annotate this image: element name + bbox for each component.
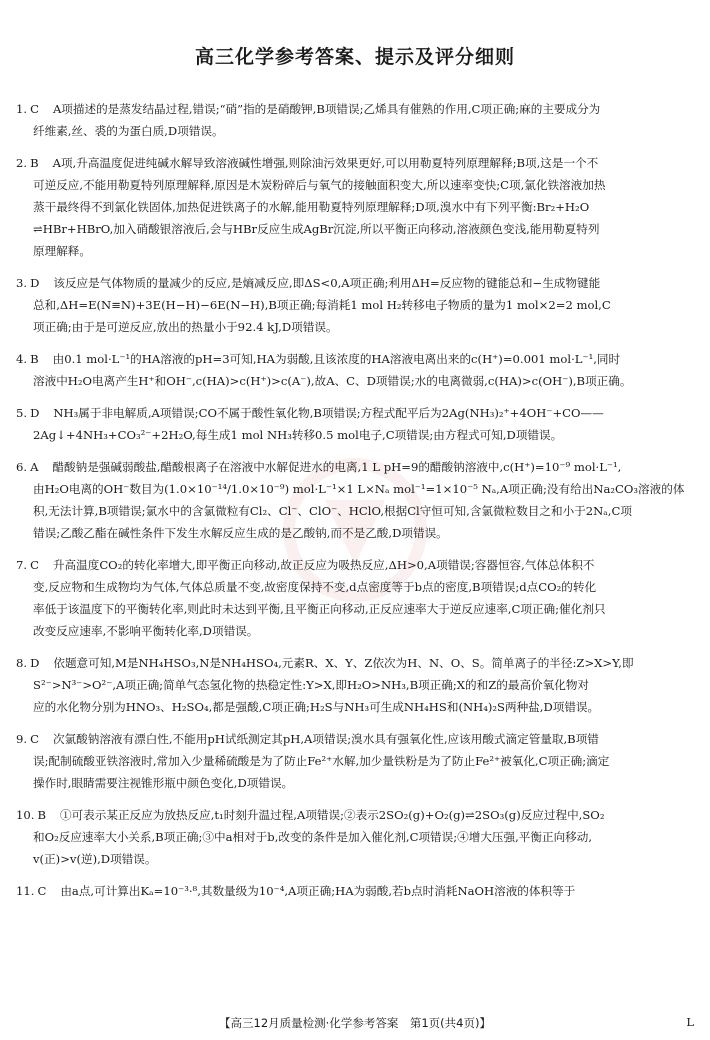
answer-continuation-line [16, 240, 696, 262]
answer-continuation-line [16, 598, 696, 620]
answer-continuation-line [16, 174, 696, 196]
answer-letter: B [37, 808, 46, 822]
answer-item [16, 804, 696, 870]
answer-item [16, 728, 696, 794]
answer-first-line [16, 804, 696, 826]
explanation-text: 由0.1 mol·L⁻¹的HA溶液的pH=3可知,HA为弱酸,且该浓度的HA溶液电离出来的c(H⁺)=0.001 mol·L⁻¹,同时 [52, 352, 621, 366]
answer-first-line [16, 880, 696, 902]
answer-letter: C [30, 558, 39, 572]
explanation-text: 应的水化物分别为HNO₃、H₂SO₄,都是强酸,C项正确;H₂S与NH₃可生成NH₄HS和(NH₄)₂S两种盐,D项错误。 [33, 700, 600, 714]
answer-first-line [16, 272, 696, 294]
answer-continuation-line [16, 370, 696, 392]
explanation-text: 溶液中H₂O电离产生H⁺和OH⁻,c(HA)>c(H⁺)>c(A⁻),故A、C、D项错误;水的电离微弱,c(HA)>c(OH⁻),B项正确。 [33, 374, 632, 388]
explanation-text: A项描述的是蒸发结晶过程,错误;“硝”指的是硝酸钾,B项错误;乙烯具有催熟的作用,C项正确;麻的主要成分为 [52, 102, 601, 116]
explanation-text: 次氯酸钠溶液有漂白性,不能用pH试纸测定其pH,A项错误;溴水具有强氧化性,应该用酸式滴定管量取,B项错 [52, 732, 599, 746]
question-number: 3. [16, 276, 28, 290]
explanation-text: ①可表示某正反应为放热反应,t₁时刻升温过程,A项错误;②表示2SO₂(g)+O₂(g)⇌2SO₃(g)反应过程中,SO₂ [59, 808, 605, 822]
question-number: 7. [16, 558, 28, 572]
answer-continuation-line [16, 294, 696, 316]
answer-continuation-line [16, 218, 696, 240]
explanation-text: 蒸干最终得不到氯化铁固体,加热促进铁离子的水解,能用勒夏特列原理解释;D项,溴水中有下列平衡:Br₂+H₂O [33, 200, 590, 214]
answer-continuation-line [16, 696, 696, 718]
explanation-text: 可逆反应,不能用勒夏特列原理解释,原因是木炭粉碎后与氧气的接触面积变大,所以速率变快;C项,氯化铁溶液加热 [33, 178, 606, 192]
answer-first-line [16, 728, 696, 750]
explanation-text: 该反应是气体物质的量减少的反应,是熵减反应,即ΔS<0,A项正确;利用ΔH=反应物的键能总和−生成物键能 [53, 276, 601, 290]
explanation-text: v(正)>v(逆),D项错误。 [33, 852, 157, 866]
answer-continuation-line [16, 478, 696, 500]
answer-continuation-line [16, 772, 696, 794]
explanation-text: 由H₂O电离的OH⁻数目为(1.0×10⁻¹⁴/1.0×10⁻⁹) mol·L⁻¹×1 L×Nₐ mol⁻¹=1×10⁻⁵ Nₐ,A项正确;没有给出Na₂CO₃溶液的体 [33, 482, 685, 496]
question-number: 9. [16, 732, 28, 746]
answer-continuation-line [16, 120, 696, 142]
answer-item [16, 456, 696, 544]
explanation-text: 纤维素,丝、裘的为蛋白质,D项错误。 [33, 124, 224, 138]
explanation-text: 原理解释。 [33, 244, 91, 258]
page-title: 高三化学参考答案、提示及评分细则 [194, 46, 515, 68]
explanation-text: 改变反应速率,不影响平衡转化率,D项错误。 [33, 624, 259, 638]
explanation-text: ⇌HBr+HBrO,加入硝酸银溶液后,会与HBr反应生成AgBr沉淀,所以平衡正向移动,溶液颜色变浅,能用勒夏特列 [33, 222, 600, 236]
answer-first-line [16, 402, 696, 424]
answer-letter: B [30, 156, 39, 170]
explanation-text: 误;配制硫酸亚铁溶液时,常加入少量稀硫酸是为了防止Fe²⁺水解,加少量铁粉是为了防止Fe²⁺被氧化,C项正确;滴定 [33, 754, 610, 768]
page-footer: 【高三12月质量检测·化学参考答案 第1页(共4页)】 [219, 1016, 491, 1030]
answer-item [16, 880, 696, 902]
answer-letter: A [30, 460, 39, 474]
explanation-text: S²⁻>N³⁻>O²⁻,A项正确;简单气态氢化物的热稳定性:Y>X,即H₂O>NH₃,B项正确;X的和Z的最高价氧化物对 [33, 678, 590, 692]
explanation-text: 错误;乙酸乙酯在碱性条件下发生水解反应生成的是乙酸钠,而不是乙酸,D项错误。 [33, 526, 448, 540]
answer-letter: C [37, 884, 47, 898]
answer-first-line [16, 348, 696, 370]
answer-continuation-line [16, 196, 696, 218]
question-number: 4. [16, 352, 28, 366]
explanation-text: 升高温度CO₂的转化率增大,即平衡正向移动,故正反应为吸热反应,ΔH>0,A项错误;容器恒容,气体总体积不 [52, 558, 595, 572]
answer-item [16, 652, 696, 718]
question-number: 5. [16, 406, 28, 420]
explanation-text: 项正确;由于是可逆反应,放出的热量小于92.4 kJ,D项错误。 [33, 320, 338, 334]
explanation-text: 依题意可知,M是NH₄HSO₃,N是NH₄HSO₄,元素R、X、Y、Z依次为H、N、O、S。简单离子的半径:Z>X>Y,即 [53, 656, 634, 670]
explanation-text: 醋酸钠是强碱弱酸盐,醋酸根离子在溶液中水解促进水的电离,1 L pH=9的醋酸钠溶液中,c(H⁺)=10⁻⁹ mol·L⁻¹, [52, 460, 622, 474]
explanation-text: 2Ag↓+4NH₃+CO₃²⁻+2H₂O,每生成1 mol NH₃转移0.5 mol电子,C项错误;由方程式可知,D项错误。 [33, 428, 563, 442]
answer-continuation-line [16, 826, 696, 848]
answer-continuation-line [16, 500, 696, 522]
question-number: 1. [16, 102, 28, 116]
answer-letter: B [30, 352, 39, 366]
answer-first-line [16, 554, 696, 576]
answer-first-line [16, 152, 696, 174]
question-number: 2. [16, 156, 28, 170]
explanation-text: NH₃属于非电解质,A项错误;CO不属于酸性氧化物,B项错误;方程式配平后为2Ag(NH₃)₂⁺+4OH⁻+CO—— [53, 406, 604, 420]
answer-item [16, 98, 696, 142]
answer-letter: D [30, 406, 40, 420]
answer-continuation-line [16, 674, 696, 696]
answer-item [16, 348, 696, 392]
answer-first-line [16, 652, 696, 674]
explanation-text: 积,无法计算,B项错误;氯水中的含氯微粒有Cl₂、Cl⁻、ClO⁻、HClO,根据Cl守恒可知,含氯微粒数目之和小于2Nₐ,C项 [33, 504, 632, 518]
answer-letter: C [30, 732, 39, 746]
answer-first-line [16, 456, 696, 478]
answer-continuation-line [16, 620, 696, 642]
answer-continuation-line [16, 424, 696, 446]
answer-letter: D [30, 656, 40, 670]
answer-list [16, 98, 696, 912]
answer-continuation-line [16, 522, 696, 544]
question-number: 8. [16, 656, 28, 670]
footer-code: L [686, 1015, 694, 1029]
explanation-text: A项,升高温度促进纯碱水解导致溶液碱性增强,则除油污效果更好,可以用勒夏特列原理解释;B项,这是一个不 [52, 156, 599, 170]
answer-continuation-line [16, 848, 696, 870]
explanation-text: 总和,ΔH=E(N≡N)+3E(H−H)−6E(N−H),B项正确;每消耗1 mol H₂转移电子物质的量为1 mol×2=2 mol,C [33, 298, 611, 312]
answer-first-line [16, 98, 696, 120]
question-number: 11. [16, 884, 35, 898]
answer-letter: D [30, 276, 40, 290]
explanation-text: 率低于该温度下的平衡转化率,则此时未达到平衡,且平衡正向移动,正反应速率大于逆反应速率,C项正确;催化剂只 [33, 602, 606, 616]
answer-item [16, 554, 696, 642]
answer-item [16, 272, 696, 338]
answer-item [16, 402, 696, 446]
answer-item [16, 152, 696, 262]
question-number: 10. [16, 808, 35, 822]
answer-letter: C [30, 102, 39, 116]
answer-continuation-line [16, 316, 696, 338]
explanation-text: 变,反应物和生成物均为气体,气体总质量不变,故密度保持不变,d点密度等于b点的密度,B项错误;d点CO₂的转化 [33, 580, 597, 594]
explanation-text: 操作时,眼睛需要注视锥形瓶中颜色变化,D项错误。 [33, 776, 294, 790]
answer-continuation-line [16, 750, 696, 772]
explanation-text: 由a点,可计算出Kₐ=10⁻³·⁸,其数量级为10⁻⁴,A项正确;HA为弱酸,若b点时消耗NaOH溶液的体积等于 [60, 884, 576, 898]
question-number: 6. [16, 460, 28, 474]
answer-continuation-line [16, 576, 696, 598]
explanation-text: 和O₂反应速率大小关系,B项正确;③中a相对于b,改变的条件是加入催化剂,C项错误;④增大压强,平衡正向移动, [33, 830, 593, 844]
